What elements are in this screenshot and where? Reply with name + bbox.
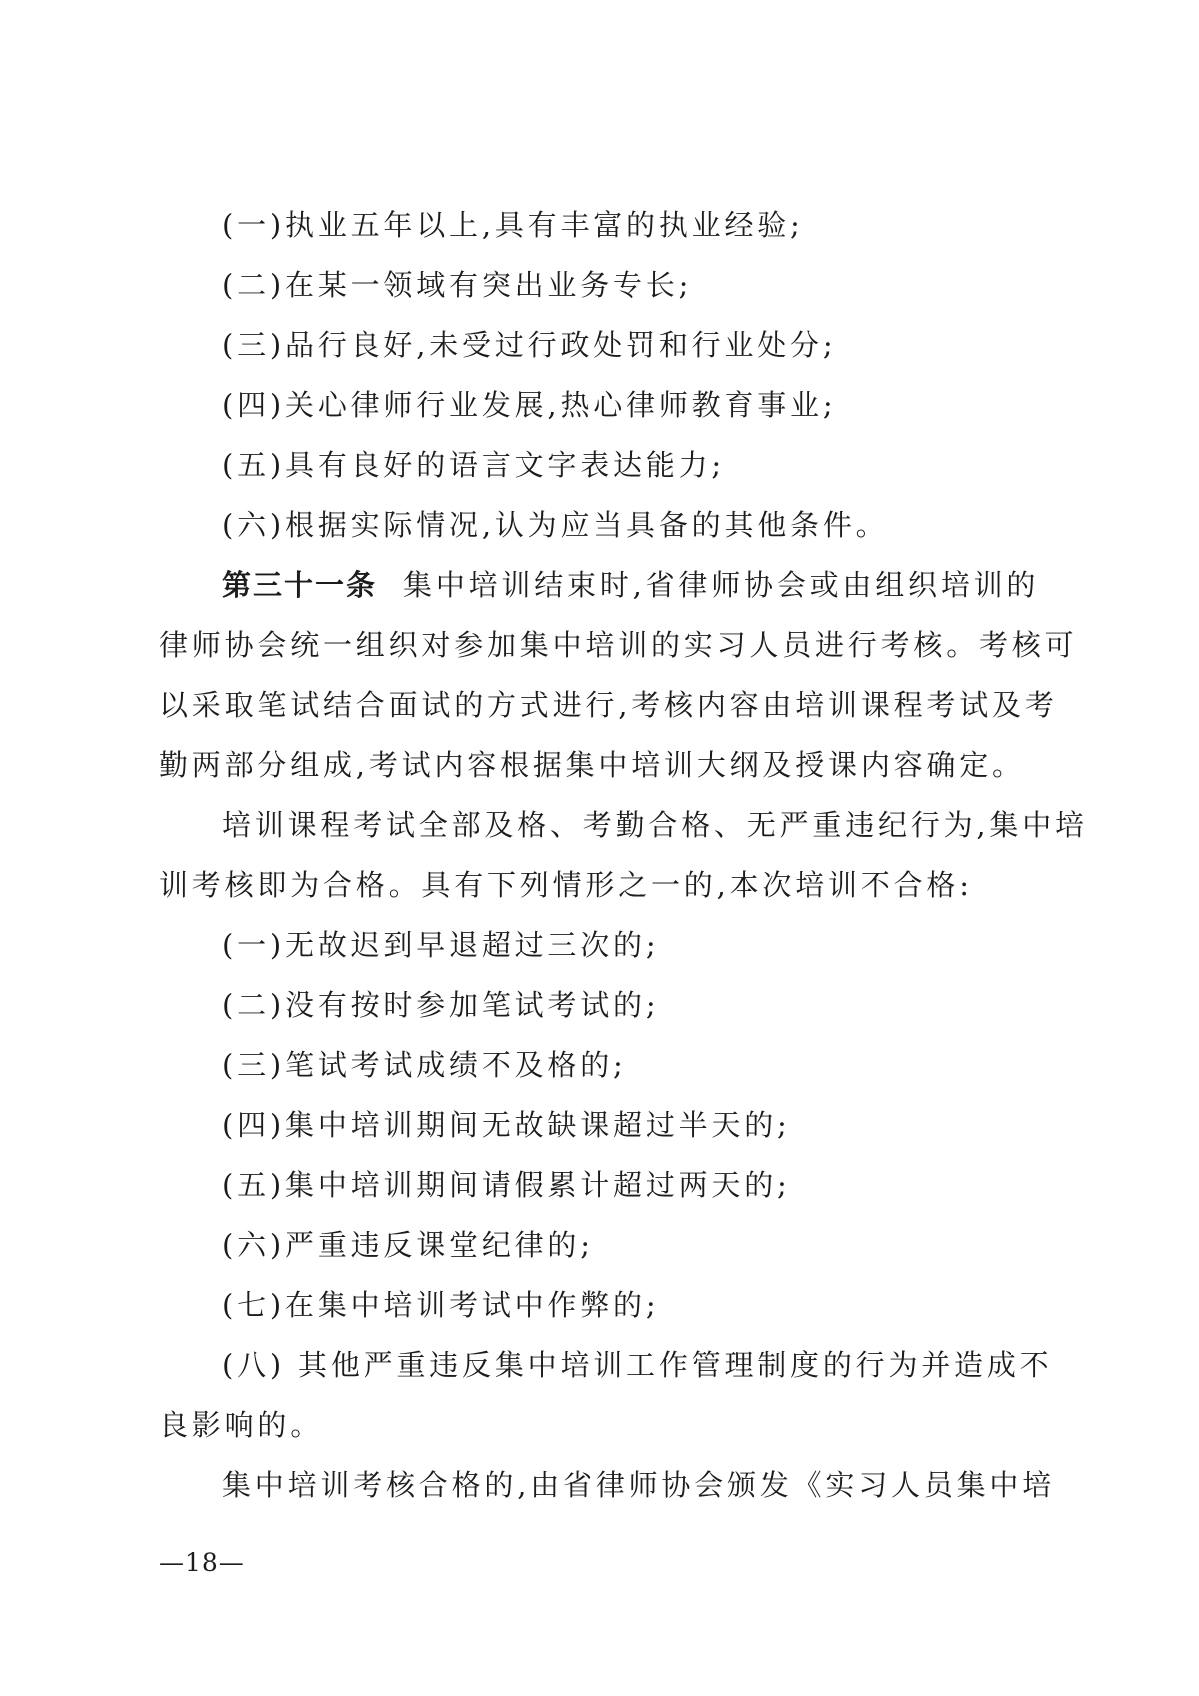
fail-item-5: (五)集中培训期间请假累计超过两天的; — [222, 1168, 791, 1202]
qualification-item-2: (二)在某一领域有突出业务专长; — [222, 268, 693, 302]
article-first-line — [159, 555, 1039, 615]
fail-item-8: (八) 其他严重违反集中培训工作管理制度的行为并造成不 — [222, 1348, 1053, 1382]
article-line-4: 勤两部分组成,考试内容根据集中培训大纲及授课内容确定。 — [159, 748, 1025, 782]
fail-item-2: (二)没有按时参加笔试考试的; — [222, 988, 660, 1022]
fail-item-7: (七)在集中培训考试中作弊的; — [222, 1288, 660, 1322]
qualification-item-6: (六)根据实际情况,认为应当具备的其他条件。 — [222, 508, 889, 542]
fail-item-1: (一)无故迟到早退超过三次的; — [222, 928, 660, 962]
article-number: 第三十一条 — [222, 568, 378, 602]
certificate-paragraph: 集中培训考核合格的,由省律师协会颁发《实习人员集中培 — [222, 1468, 1056, 1502]
fail-item-6: (六)严重违反课堂纪律的; — [222, 1228, 594, 1262]
pass-criteria-line-2: 训考核即为合格。具有下列情形之一的,本次培训不合格: — [159, 868, 973, 902]
fail-item-8-continued: 良影响的。 — [159, 1408, 324, 1442]
fail-item-4: (四)集中培训期间无故缺课超过半天的; — [222, 1108, 791, 1142]
article-line-3: 以采取笔试结合面试的方式进行,考核内容由培训课程考试及考 — [159, 688, 1058, 722]
article-text-start: 集中培训结束时,省律师协会或由组织培训的 — [403, 568, 1040, 602]
document-body — [159, 195, 1088, 1515]
page-number: —18— — [159, 1548, 245, 1577]
pass-criteria-line-1: 培训课程考试全部及格、考勤合格、无严重违纪行为,集中培 — [222, 808, 1088, 842]
qualification-item-4: (四)关心律师行业发展,热心律师教育事业; — [222, 388, 837, 422]
fail-item-3: (三)笔试考试成绩不及格的; — [222, 1048, 627, 1082]
qualification-item-3: (三)品行良好,未受过行政处罚和行业处分; — [222, 328, 837, 362]
qualification-item-5: (五)具有良好的语言文字表达能力; — [222, 448, 725, 482]
article-line-2: 律师协会统一组织对参加集中培训的实习人员进行考核。考核可 — [159, 628, 1078, 662]
qualification-item-1: (一)执业五年以上,具有丰富的执业经验; — [222, 208, 804, 242]
